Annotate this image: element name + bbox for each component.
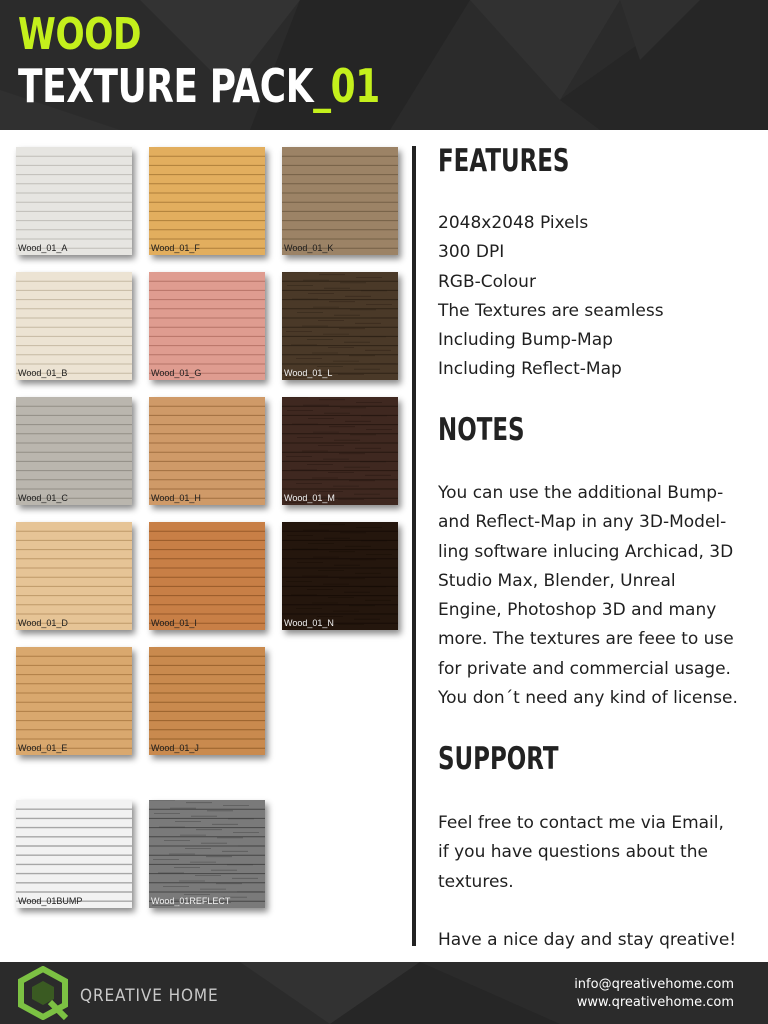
swatch-label: Wood_01_M (284, 493, 335, 503)
swatch-label: Wood_01_N (284, 618, 334, 628)
feature-item: The Textures are seamless (438, 300, 664, 321)
swatch-label: Wood_01_C (18, 493, 68, 503)
support-line: textures. (438, 871, 514, 892)
texture-swatch (16, 272, 132, 380)
brand-name: QREATIVE HOME (80, 986, 219, 1006)
page-header (0, 0, 768, 130)
texture-swatch (282, 272, 398, 380)
contact-info (574, 976, 734, 1012)
texture-swatch (149, 272, 265, 380)
texture-swatch (149, 147, 265, 255)
feature-item: RGB-Colour (438, 271, 536, 292)
feature-item: Including Bump-Map (438, 330, 613, 351)
contact-email[interactable]: info@qreativehome.com (574, 977, 734, 992)
title-line-2 (18, 60, 380, 112)
notes-line: ling software inlucing Archicad, 3D (438, 541, 734, 562)
texture-swatch (16, 397, 132, 505)
notes-paragraph (438, 479, 756, 713)
notes-heading: NOTES (438, 412, 525, 448)
swatch-label: Wood_01_K (284, 243, 334, 253)
notes-line: for private and commercial usage. (438, 658, 731, 679)
swatch-label: Wood_01_J (151, 743, 199, 753)
swatch-label: Wood_01_G (151, 368, 202, 378)
notes-line: more. The textures are feee to use (438, 629, 734, 650)
support-line: if you have questions about the (438, 842, 708, 863)
texture-swatch (282, 397, 398, 505)
notes-line: You don´t need any kind of license. (438, 688, 738, 709)
swatch-label: Wood_01REFLECT (151, 896, 231, 906)
title-suffix: _01 (313, 59, 380, 113)
closing-line: Have a nice day and stay qreative! (438, 930, 737, 950)
texture-swatch (149, 522, 265, 630)
swatch-label: Wood_01_I (151, 618, 197, 628)
swatch-label: Wood_01_E (18, 743, 68, 753)
swatch-label: Wood_01_D (18, 618, 68, 628)
texture-swatch (16, 147, 132, 255)
swatch-label: Wood_01_H (151, 493, 201, 503)
swatch-label: Wood_01_L (284, 368, 333, 378)
texture-swatch (16, 522, 132, 630)
notes-line: You can use the additional Bump- (438, 483, 724, 503)
feature-item: 2048x2048 Pixels (438, 213, 589, 233)
notes-line: and Reflect-Map in any 3D-Model- (438, 512, 727, 533)
texture-swatch (282, 522, 398, 630)
title-main: TEXTURE PACK (18, 59, 314, 113)
swatch-label: Wood_01_A (18, 243, 68, 253)
swatch-label: Wood_01_F (151, 243, 200, 253)
feature-item: Including Reflect-Map (438, 359, 622, 380)
swatch-label: Wood_01BUMP (18, 896, 83, 906)
features-heading: FEATURES (438, 143, 570, 179)
title-line-1: WOOD (18, 9, 142, 60)
contact-website[interactable]: www.qreativehome.com (576, 995, 734, 1010)
texture-swatch (149, 647, 265, 755)
texture-swatch (149, 397, 265, 505)
support-paragraph (438, 809, 756, 897)
swatch-label: Wood_01_B (18, 368, 68, 378)
texture-swatch (16, 647, 132, 755)
features-list (438, 209, 664, 385)
page-footer (0, 962, 768, 1024)
notes-line: Engine, Photoshop 3D and many (438, 600, 717, 621)
feature-item: 300 DPI (438, 242, 505, 263)
column-divider (412, 146, 416, 946)
support-line: Feel free to contact me via Email, (438, 813, 724, 833)
texture-swatch (149, 800, 265, 908)
q-cube-logo-icon (16, 966, 70, 1020)
texture-swatch (282, 147, 398, 255)
support-heading: SUPPORT (438, 741, 559, 777)
notes-line: Studio Max, Blender, Unreal (438, 570, 676, 591)
texture-swatch (16, 800, 132, 908)
